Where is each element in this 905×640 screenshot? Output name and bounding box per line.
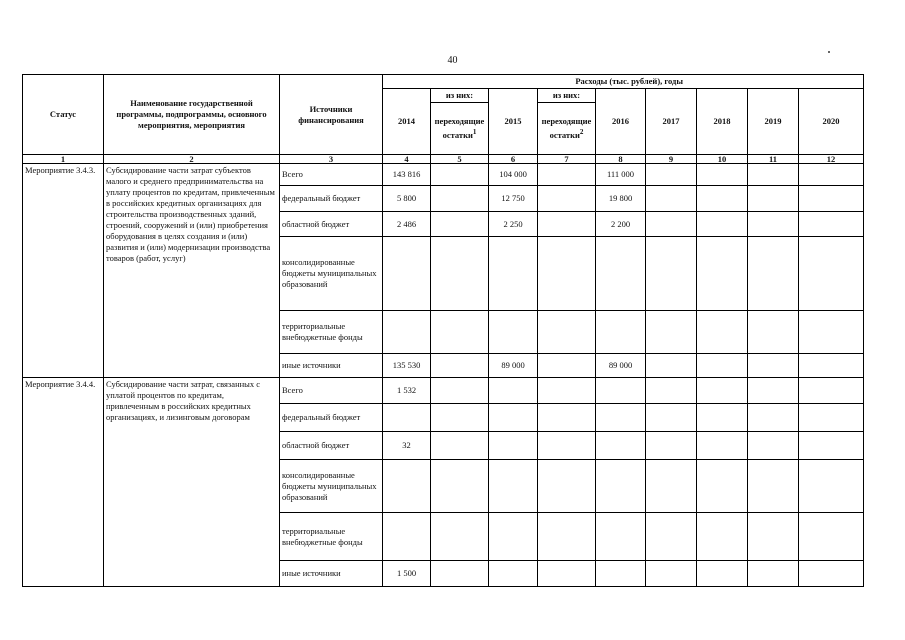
table-row [23, 378, 864, 404]
amount-cell [538, 237, 596, 311]
amount-cell [596, 561, 646, 587]
amount-cell [538, 378, 596, 404]
funding-source: иные источники [280, 354, 383, 378]
amount-cell [538, 513, 596, 561]
table-row [23, 164, 864, 186]
amount-cell [431, 186, 489, 212]
column-number: 10 [697, 155, 748, 164]
amount-cell [383, 237, 431, 311]
amount-cell [596, 404, 646, 432]
amount-cell [646, 186, 697, 212]
amount-cell [748, 432, 799, 460]
amount-cell: 89 000 [596, 354, 646, 378]
header-year-2017: 2017 [646, 89, 697, 155]
amount-cell [748, 212, 799, 237]
amount-cell [799, 311, 864, 354]
amount-cell [596, 237, 646, 311]
amount-cell [646, 561, 697, 587]
amount-cell [748, 404, 799, 432]
amount-cell [383, 460, 431, 513]
amount-cell [799, 354, 864, 378]
amount-cell: 5 800 [383, 186, 431, 212]
amount-cell [646, 311, 697, 354]
amount-cell [383, 311, 431, 354]
header-year-2019: 2019 [748, 89, 799, 155]
amount-cell: 143 816 [383, 164, 431, 186]
amount-cell [799, 212, 864, 237]
amount-cell [431, 311, 489, 354]
amount-cell [646, 460, 697, 513]
funding-source: иные источники [280, 561, 383, 587]
amount-cell [538, 460, 596, 513]
amount-cell [596, 378, 646, 404]
scan-speck [828, 51, 830, 53]
header-expenses: Расходы (тыс. рублей), годы [383, 75, 864, 89]
amount-cell [431, 404, 489, 432]
amount-cell [489, 404, 538, 432]
amount-cell [646, 164, 697, 186]
column-number: 7 [538, 155, 596, 164]
column-number: 12 [799, 155, 864, 164]
amount-cell [538, 186, 596, 212]
amount-cell [697, 432, 748, 460]
funding-source: Всего [280, 164, 383, 186]
amount-cell [697, 311, 748, 354]
amount-cell [489, 378, 538, 404]
amount-cell [538, 212, 596, 237]
funding-source: федеральный бюджет [280, 404, 383, 432]
amount-cell [646, 237, 697, 311]
column-number: 5 [431, 155, 489, 164]
amount-cell [538, 354, 596, 378]
funding-source: Всего [280, 378, 383, 404]
amount-cell [799, 561, 864, 587]
table-body [23, 164, 864, 587]
funding-source: консолидированные бюджеты муниципальных образований [280, 237, 383, 311]
column-number: 11 [748, 155, 799, 164]
measure-status: Мероприятие 3.4.3. [23, 164, 104, 378]
funding-source: территориальные внебюджетные фонды [280, 513, 383, 561]
funding-source: областной бюджет [280, 432, 383, 460]
amount-cell: 1 532 [383, 378, 431, 404]
amount-cell [697, 513, 748, 561]
amount-cell [431, 561, 489, 587]
header-carryover-2: переходящие остатки$^2$ [538, 103, 596, 155]
amount-cell [748, 237, 799, 311]
amount-cell [431, 378, 489, 404]
header-year-2020: 2020 [799, 89, 864, 155]
amount-cell [697, 404, 748, 432]
amount-cell [538, 432, 596, 460]
column-number: 2 [104, 155, 280, 164]
amount-cell [646, 378, 697, 404]
amount-cell [697, 378, 748, 404]
amount-cell [383, 513, 431, 561]
amount-cell [431, 237, 489, 311]
amount-cell: 135 530 [383, 354, 431, 378]
header-status: Статус [23, 75, 104, 155]
table-header [23, 75, 864, 164]
header-year-2014: 2014 [383, 89, 431, 155]
amount-cell: 19 800 [596, 186, 646, 212]
amount-cell [748, 460, 799, 513]
funding-source: областной бюджет [280, 212, 383, 237]
header-year-2015: 2015 [489, 89, 538, 155]
amount-cell: 12 750 [489, 186, 538, 212]
amount-cell [748, 164, 799, 186]
budget-table [22, 74, 864, 587]
amount-cell [596, 460, 646, 513]
header-of-them-1: из них: [431, 89, 489, 103]
page-number: 40 [447, 55, 458, 66]
amount-cell [748, 513, 799, 561]
amount-cell [697, 164, 748, 186]
amount-cell [489, 513, 538, 561]
amount-cell: 89 000 [489, 354, 538, 378]
header-sources: Источники финансирования [280, 75, 383, 155]
amount-cell [799, 460, 864, 513]
amount-cell [383, 404, 431, 432]
amount-cell [596, 432, 646, 460]
column-number: 4 [383, 155, 431, 164]
amount-cell [538, 404, 596, 432]
column-number-row [23, 155, 864, 164]
column-number: 8 [596, 155, 646, 164]
header-year-2016: 2016 [596, 89, 646, 155]
amount-cell [431, 513, 489, 561]
amount-cell [489, 311, 538, 354]
funding-source: территориальные внебюджетные фонды [280, 311, 383, 354]
header-carryover-1: переходящие остатки$^1$ [431, 103, 489, 155]
header-year-2018: 2018 [697, 89, 748, 155]
amount-cell [538, 311, 596, 354]
column-number: 9 [646, 155, 697, 164]
amount-cell [799, 186, 864, 212]
column-number: 3 [280, 155, 383, 164]
amount-cell [799, 404, 864, 432]
header-of-them-2: из них: [538, 89, 596, 103]
amount-cell [431, 460, 489, 513]
amount-cell [538, 164, 596, 186]
amount-cell [748, 378, 799, 404]
amount-cell [697, 354, 748, 378]
amount-cell [646, 354, 697, 378]
amount-cell: 104 000 [489, 164, 538, 186]
amount-cell [431, 354, 489, 378]
amount-cell [538, 561, 596, 587]
amount-cell [697, 460, 748, 513]
amount-cell [697, 237, 748, 311]
amount-cell [431, 212, 489, 237]
amount-cell [646, 432, 697, 460]
amount-cell: 32 [383, 432, 431, 460]
measure-name: Субсидирование части затрат, связанных с уплатой процентов по кредитам, привлеченным в российских кредитных организациях, и лизинговым договорам [104, 378, 280, 587]
amount-cell [596, 513, 646, 561]
amount-cell [489, 237, 538, 311]
amount-cell [748, 561, 799, 587]
amount-cell: 111 000 [596, 164, 646, 186]
amount-cell [489, 460, 538, 513]
amount-cell [799, 237, 864, 311]
amount-cell [748, 186, 799, 212]
amount-cell [799, 513, 864, 561]
funding-source: консолидированные бюджеты муниципальных образований [280, 460, 383, 513]
amount-cell [748, 311, 799, 354]
funding-source: федеральный бюджет [280, 186, 383, 212]
amount-cell: 2 486 [383, 212, 431, 237]
amount-cell: 1 500 [383, 561, 431, 587]
amount-cell [748, 354, 799, 378]
amount-cell [489, 432, 538, 460]
header-program-name: Наименование государственной программы, подпрограммы, основного мероприятия, мероприятия [104, 75, 280, 155]
amount-cell [646, 513, 697, 561]
amount-cell: 2 200 [596, 212, 646, 237]
amount-cell [697, 186, 748, 212]
measure-name: Субсидирование части затрат субъектов малого и среднего предпринимательства на уплату процентов по кредитам, привлеченным в российских кредитных организациях для строительства производственных зданий, строений, сооружений и (или) приобретения оборудования в целях создания и (или) развития и (или) модернизации производства товаров (работ, услуг) [104, 164, 280, 378]
amount-cell [596, 311, 646, 354]
measure-status: Мероприятие 3.4.4. [23, 378, 104, 587]
amount-cell [799, 432, 864, 460]
column-number: 1 [23, 155, 104, 164]
amount-cell [489, 561, 538, 587]
amount-cell [799, 164, 864, 186]
amount-cell [646, 212, 697, 237]
amount-cell [799, 378, 864, 404]
amount-cell [431, 164, 489, 186]
amount-cell [697, 212, 748, 237]
amount-cell: 2 250 [489, 212, 538, 237]
amount-cell [646, 404, 697, 432]
amount-cell [697, 561, 748, 587]
column-number: 6 [489, 155, 538, 164]
amount-cell [431, 432, 489, 460]
